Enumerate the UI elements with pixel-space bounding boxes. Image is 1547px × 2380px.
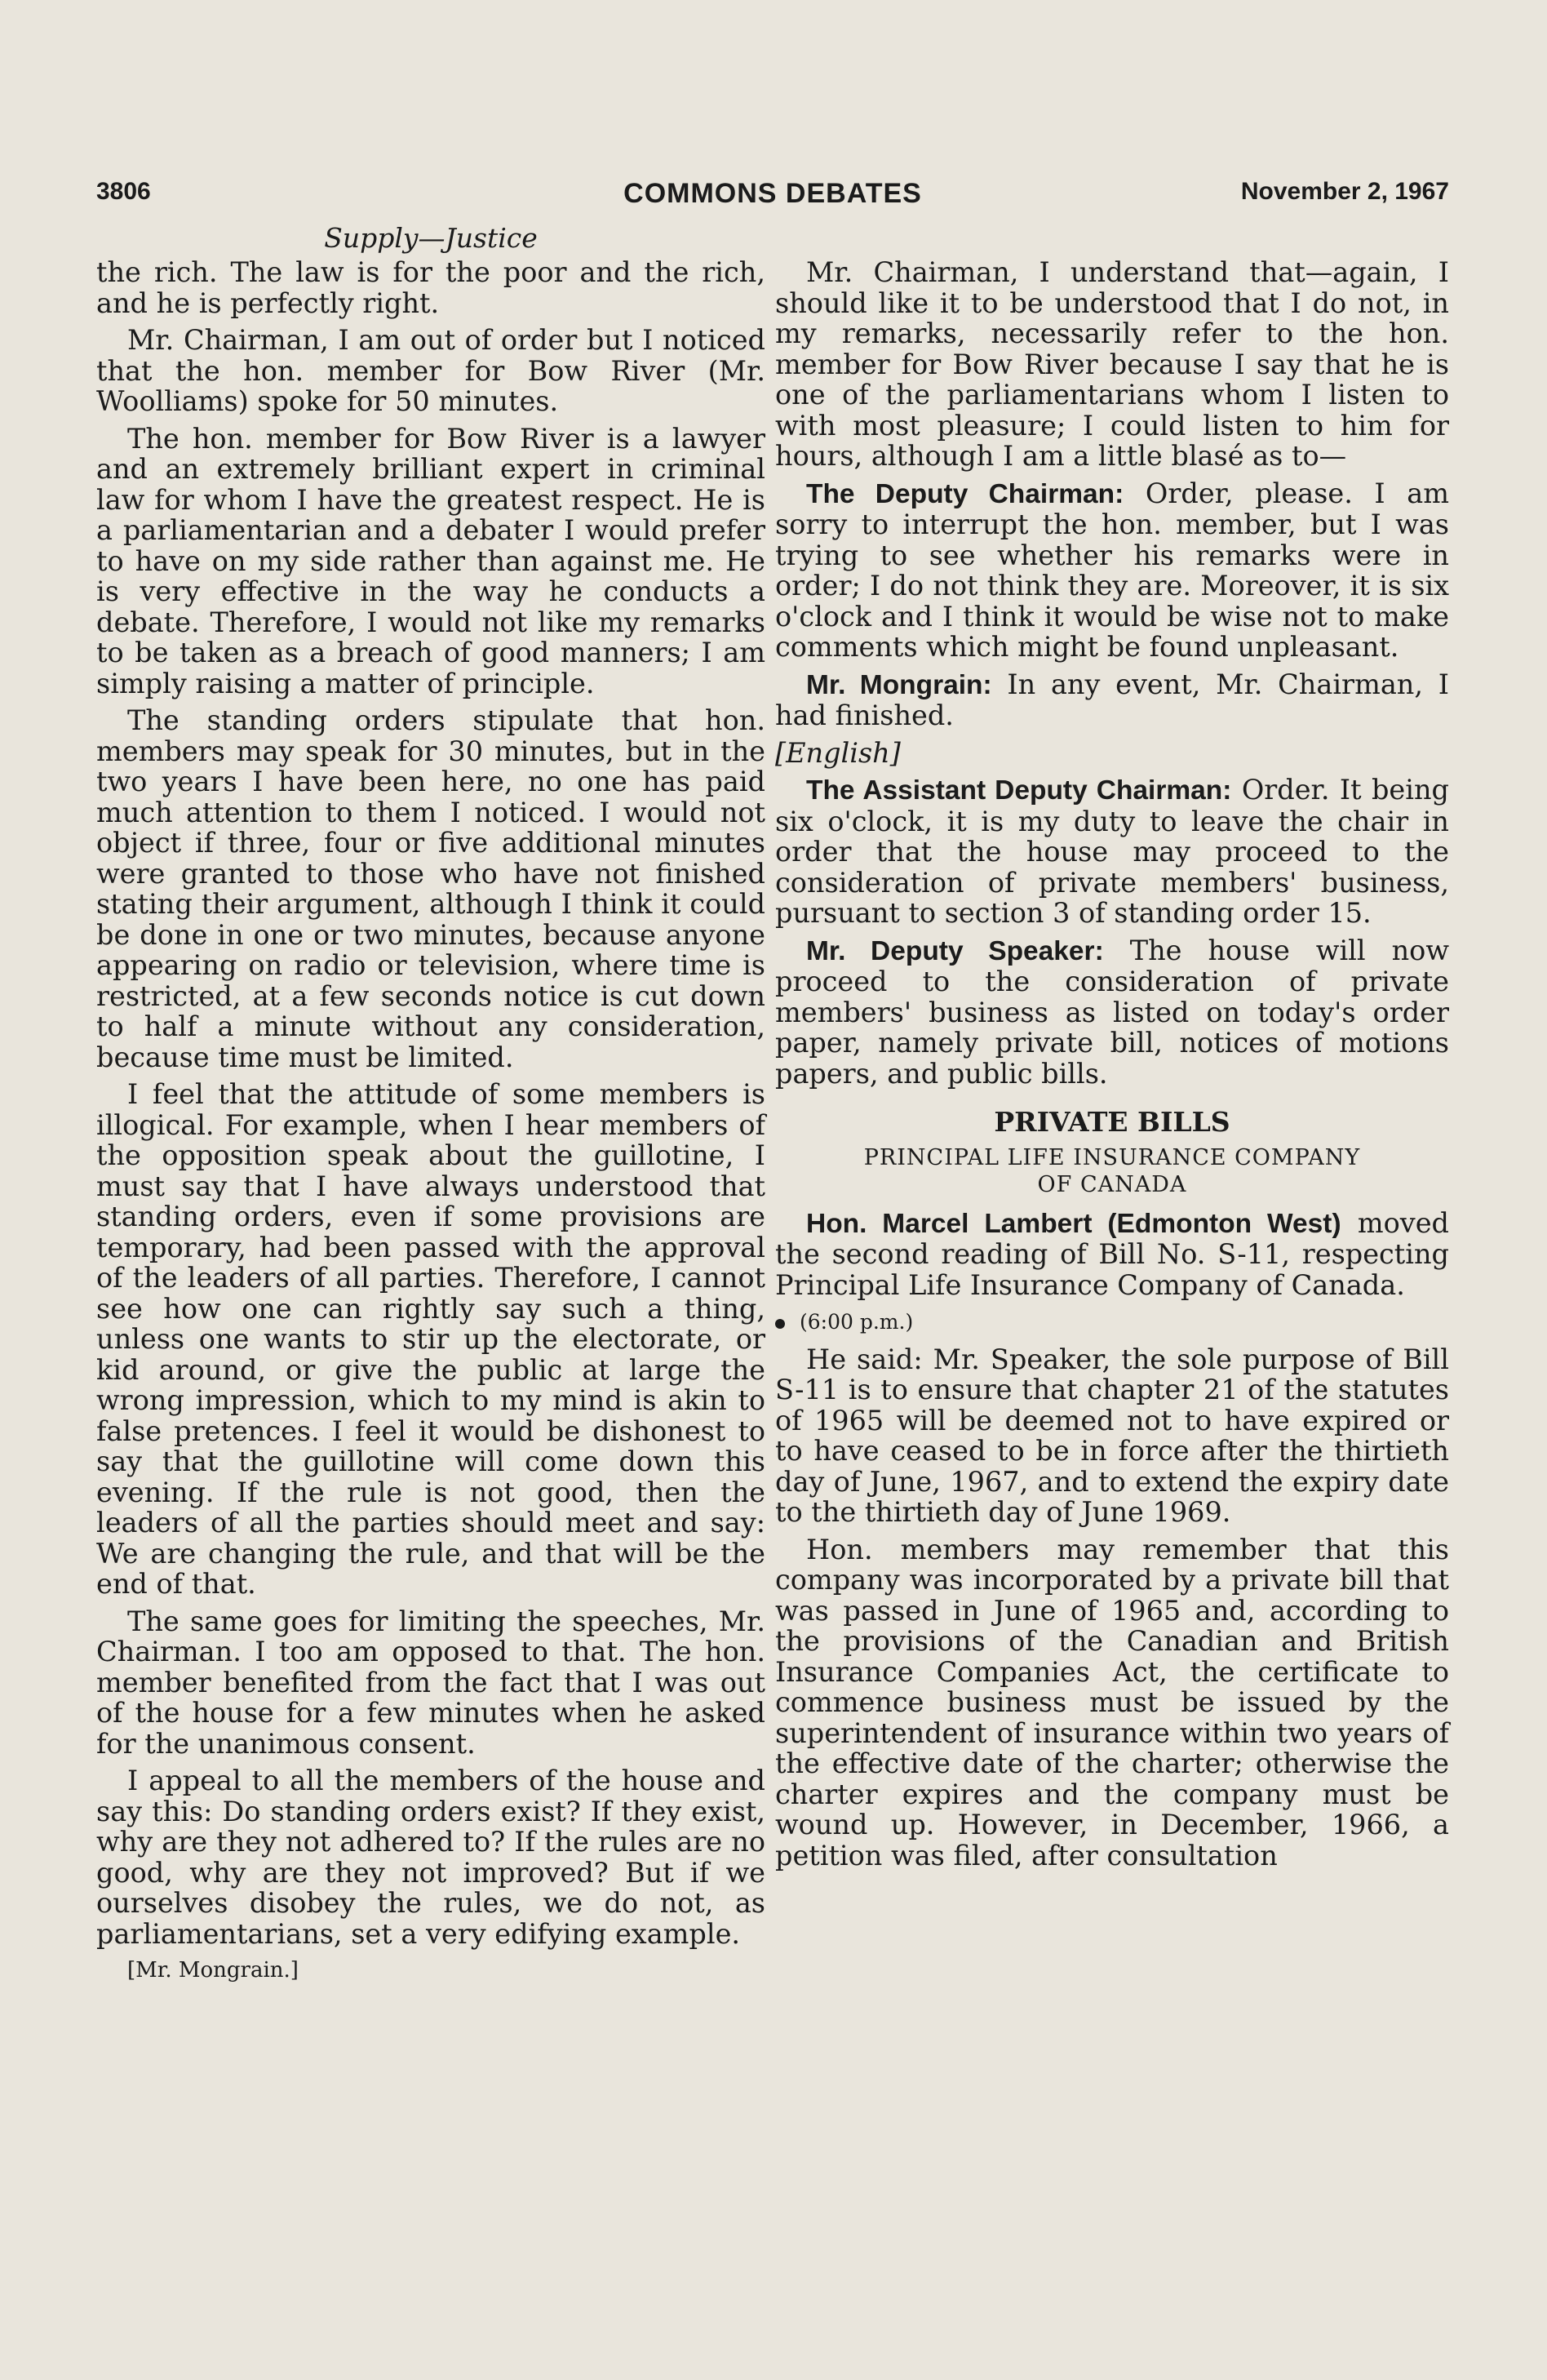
speaker-name: Mr. Deputy Speaker: (806, 935, 1104, 966)
speech-text: Order, please. I am sorry to interrupt the hon. member, but I was trying to see whether his remarks were in order; I do not think they are. Moreover, it is six o'clock and I think it would be wise not to make comments which might be found unpleasant. (775, 477, 1449, 663)
paragraph: Mr. Chairman, I am out of order but I noticed that the hon. member for Bow River (Mr. Woolliams) spoke for 50 minutes. (96, 324, 765, 417)
speech-paragraph (775, 1208, 1449, 1301)
speech-paragraph (775, 669, 1449, 731)
page-header (96, 178, 1449, 219)
left-column (96, 257, 765, 1993)
speech-text: Order. It being six o'clock, it is my duty to leave the chair in order that the house may proceed to the consideration of private members' business, pursuant to section 3 of standing order 15. (775, 774, 1449, 929)
time-marker (775, 1307, 1449, 1338)
paragraph: The standing orders stipulate that hon. members may speak for 30 minutes, but in the two years I have been here, no one has paid much attention to them I noticed. I would not object if three, four or five additional minutes were granted to those who have not finished stating their argument, although I think it could be done in one or two minutes, because anyone appearing on radio or television, where time is restricted, at a few seconds notice is cut down to half a minute without any consideration, because time must be limited. (96, 704, 765, 1073)
speaker-name: Hon. Marcel Lambert (Edmonton West) (806, 1208, 1341, 1239)
speech-text: In any event, Mr. Chairman, I had finished. (775, 668, 1449, 731)
section-subtitle-line: PRINCIPAL LIFE INSURANCE COMPANY (863, 1144, 1361, 1170)
language-tag: [English] (775, 736, 901, 769)
speech-paragraph (775, 478, 1449, 663)
speech-text: The house will now proceed to the consideration of private members' business as listed on today's order paper, namely private bill, notices of motions papers, and public bills. (775, 934, 1449, 1090)
paragraph: the rich. The law is for the poor and the rich, and he is perfectly right. (96, 256, 765, 319)
speech-text: moved the second reading of Bill No. S-11, respecting Principal Life Insurance Company of Canada. (775, 1206, 1449, 1301)
paragraph: I appeal to all the members of the house and say this: Do standing orders exist? If they exist, why are they not adhered to? If the rules are no good, why are they not improved? But if we ourselves disobey the rules, we do not, as parliamentarians, set a very edifying example. (96, 1765, 765, 1950)
section-subtitle-line: OF CANADA (1037, 1171, 1187, 1197)
page-number: 3806 (96, 178, 151, 205)
speech-paragraph (775, 775, 1449, 929)
paragraph: The same goes for limiting the speeches, Mr. Chairman. I too am opposed to that. The hon. member benefited from the fact that I was out of the house for a few minutes when he asked for the unanimous consent. (96, 1605, 765, 1760)
paragraph: Hon. members may remember that this company was incorporated by a private bill that was passed in June of 1965 and, according to the provisions of the Canadian and British Insurance Companies Act, the certificate to commence business must be issued by the superintendent of insurance within two years of the effective date of the charter; otherwise the charter expires and the company must be wound up. However, in December, 1966, a petition was filed, after consultation (775, 1533, 1449, 1872)
running-subheader: Supply—Justice (324, 222, 538, 254)
paragraph: He said: Mr. Speaker, the sole purpose of Bill S-11 is to ensure that chapter 21 of the statutes of 1965 will be deemed not to have expired or to have ceased to be in force after the thirtieth day of June, 1967, and to extend the expiry date to the thirtieth day of June 1969. (775, 1343, 1449, 1528)
speaker-name: Mr. Mongrain: (806, 669, 992, 700)
speaker-name: The Deputy Chairman: (806, 478, 1124, 509)
right-column (775, 257, 1449, 1877)
page-date: November 2, 1967 (1240, 178, 1449, 205)
time-text: (6:00 p.m.) (800, 1310, 914, 1334)
section-subtitle (775, 1144, 1449, 1198)
publication-title: COMMONS DEBATES (623, 178, 922, 209)
speaker-name: The Assistant Deputy Chairman: (806, 775, 1232, 806)
speaker-footnote: [Mr. Mongrain.] (127, 1958, 299, 1983)
bullet-icon (775, 1319, 785, 1329)
paragraph: Mr. Chairman, I understand that—again, I should like it to be understood that I do not, in my remarks, necessarily refer to the hon. member for Bow River because I say that he is one of the parliamentarians whom I listen to with most pleasure; I could listen to him for hours, although I am a little blasé as to— (775, 256, 1449, 472)
paragraph: I feel that the attitude of some members is illogical. For example, when I hear members of the opposition speak about the guillotine, I must say that I have always understood that standing orders, even if some provisions are temporary, had been passed with the approval of the leaders of all parties. Therefore, I cannot see how one can rightly say such a thing, unless one wants to stir up the electorate, or kid around, or give the public at large the wrong impression, which to my mind is akin to false pretences. I feel it would be dishonest to say that the guillotine will come down this evening. If the rule is not good, then the leaders of all the parties should meet and say: We are changing the rule, and that will be the end of that. (96, 1078, 765, 1600)
section-title: PRIVATE BILLS (994, 1106, 1230, 1138)
paragraph: The hon. member for Bow River is a lawyer and an extremely brilliant expert in criminal law for whom I have the greatest respect. He is a parliamentarian and a debater I would prefer to have on my side rather than against me. He is very effective in the way he conducts a debate. Therefore, I would not like my remarks to be taken as a breach of good manners; I am simply raising a matter of principle. (96, 422, 765, 699)
speech-paragraph (775, 935, 1449, 1090)
